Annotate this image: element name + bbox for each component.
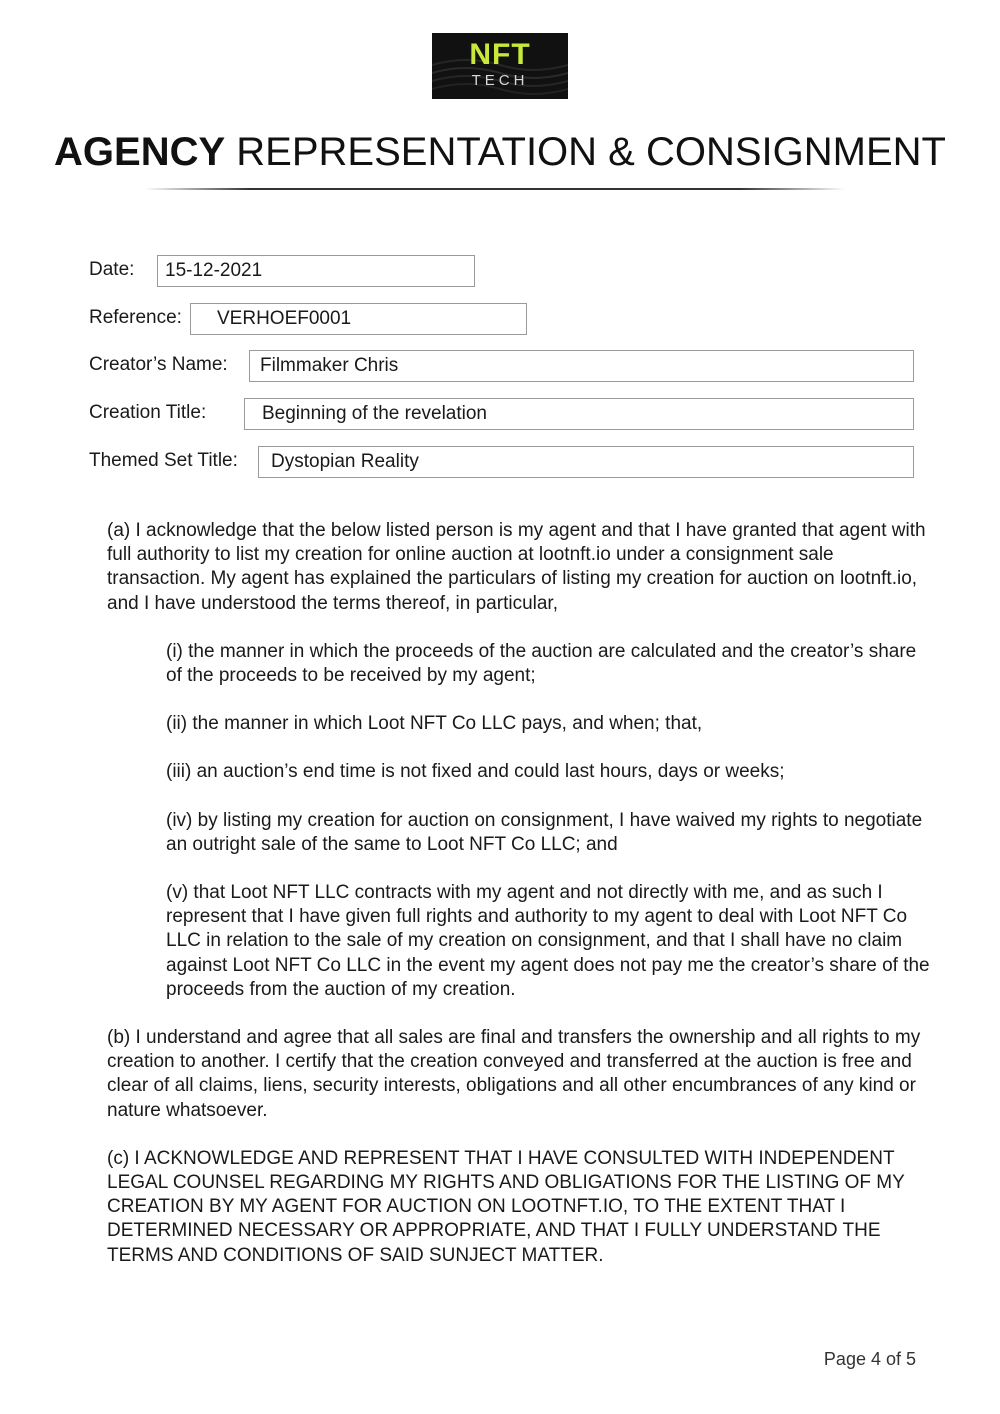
reference-field[interactable]: VERHOEF0001 <box>190 303 527 335</box>
logo-sub-text: TECH <box>471 72 529 89</box>
clause-a-iii: (iii) an auction’s end time is not fixed and could last hours, days or weeks; <box>166 761 785 783</box>
clause-a-i: (i) the manner in which the proceeds of the auction are calculated and the creator’s share of the proceeds to be received by my agent; <box>166 640 917 687</box>
creation-title-field[interactable]: Beginning of the revelation <box>244 398 914 430</box>
title-bold-word: AGENCY <box>54 130 226 174</box>
creation-title-label: Creation Title: <box>89 402 207 423</box>
themed-set-title-label: Themed Set Title: <box>89 450 238 471</box>
date-label: Date: <box>89 259 135 280</box>
clause-c: (c) I ACKNOWLEDGE AND REPRESENT THAT I HAVE CONSULTED WITH INDEPENDENT LEGAL COUNSEL REGARDING MY RIGHTS AND OBLIGATIONS FOR THE LISTING OF MY CREATION BY MY AGENT FOR AUCTION ON LOOTNFT.IO, TO THE EXTENT THAT I DETERMINED NECESSARY OR APPROPRIATE, AND THAT I FULLY UNDERSTAND THE TERMS AND CONDITIONS OF SAID SUNJECT MATTER. <box>107 1147 905 1266</box>
page-number: Page 4 of 5 <box>823 1349 916 1369</box>
clause-a-v: (v) that Loot NFT LLC contracts with my agent and not directly with me, and as such I represent that I have given full rights and authority to my agent to deal with Loot NFT Co LLC in relation to the sale of my creation on consignment, and that I shall have no claim against Loot NFT Co LLC in the event my agent does not pay me the creator’s share of the proceeds from the auction of my creation. <box>166 882 930 1000</box>
creator-name-label: Creator’s Name: <box>89 354 228 375</box>
clause-a: (a) I acknowledge that the below listed person is my agent and that I have granted that agent with full authority to list my creation for online auction at lootnft.io under a consignment sale transaction. My agent has explained the particulars of listing my creation for auction on lootnft.io, and I have understood the terms thereof, in particular, <box>107 520 926 614</box>
document-title <box>0 128 1000 176</box>
themed-set-title-field[interactable]: Dystopian Reality <box>258 446 914 478</box>
title-divider <box>145 188 845 190</box>
date-field[interactable]: 15-12-2021 <box>157 255 475 287</box>
clause-a-iv: (iv) by listing my creation for auction on consignment, I have waived my rights to negotiate an outright sale of the same to Loot NFT Co LLC; and <box>166 809 923 855</box>
reference-label: Reference: <box>89 307 182 328</box>
title-rest: REPRESENTATION & CONSIGNMENT <box>225 130 946 174</box>
nft-tech-logo <box>432 33 568 99</box>
creator-name-field[interactable]: Filmmaker Chris <box>249 350 914 382</box>
clause-a-ii: (ii) the manner in which Loot NFT Co LLC pays, and when; that, <box>166 713 703 735</box>
terms-body <box>107 519 937 1268</box>
clause-b: (b) I understand and agree that all sales are final and transfers the ownership and all rights to my creation to another. I certify that the creation conveyed and transferred at the auction is free and clear of all claims, liens, security interests, obligations and all other encumbrances of any kind or nature whatsoever. <box>107 1027 921 1121</box>
logo-main-text: NFT <box>469 38 531 71</box>
